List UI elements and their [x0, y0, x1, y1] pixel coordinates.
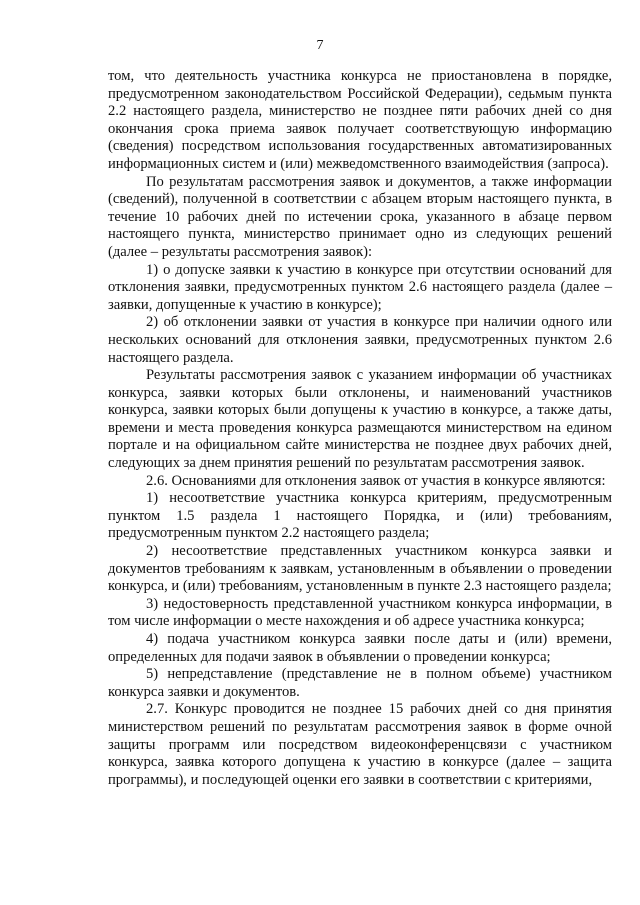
paragraph: 4) подача участником конкурса заявки после даты и (или) времени, определенных для подачи заявок в объявлении о проведении конкурса;: [108, 631, 612, 665]
page-number: 7: [316, 38, 324, 53]
paragraph: 1) несоответствие участника конкурса критериям, предусмотренным пунктом 1.5 раздела 1 настоящего Порядка, и (или) требованиям, предусмотренным пунктом 2.2 настоящего раздела;: [108, 490, 612, 542]
paragraph: том, что деятельность участника конкурса не приостановлена в порядке, предусмотренном законодательством Российской Федерации), седьмым пункта 2.2 настоящего раздела, министерство не позднее пяти рабочих дней со дня окончания срока приема заявок получает соответствующую информацию (сведения) посредством использования государственных автоматизированных информационных систем и (или) межведомственного взаимодействия (запроса).: [108, 68, 612, 172]
paragraph: 1) о допуске заявки к участию в конкурсе при отсутствии оснований для отклонения заявки, предусмотренных пунктом 2.6 настоящего раздела (далее – заявки, допущенные к участию в конкурсе);: [108, 261, 612, 313]
paragraph: 2) об отклонении заявки от участия в конкурсе при наличии одного или нескольких оснований для отклонения заявки, предусмотренных пунктом 2.6 настоящего раздела.: [108, 314, 612, 366]
paragraph: 5) непредставление (представление не в полном объеме) участником конкурса заявки и документов.: [108, 666, 612, 700]
paragraph: 3) недостоверность представленной участником конкурса информации, в том числе информации о месте нахождения и об адресе участника конкурса;: [108, 595, 612, 630]
document-body: [108, 68, 612, 789]
paragraph: 2) несоответствие представленных участником конкурса заявки и документов требованиям к заявкам, установленным в объявлении о проведении конкурса, и (или) требованиям, установленным в пункте 2.3 настоящего раздела;: [108, 543, 612, 595]
paragraph: 2.6. Основаниями для отклонения заявок от участия в конкурсе являются:: [146, 472, 606, 489]
paragraph: Результаты рассмотрения заявок с указанием информации об участниках конкурса, заявки которых были отклонены, и наименований участников конкурса, заявки которых были допущены к участию в конкурсе, а также даты, времени и места проведения конкурса размещаются министерством на едином портале и на официальном сайте министерства не позднее двух рабочих дней, следующих за днем принятия решений по результатам рассмотрения заявок.: [108, 367, 612, 472]
paragraph: 2.7. Конкурс проводится не позднее 15 рабочих дней со дня принятия министерством решений по результатам рассмотрения заявок в форме очной защиты программ или посредством видеоконференцсвязи с участником конкурса, заявка которого допущена к участию в конкурсе (далее – защита программы), и последующей оценки его заявки в соответствии с критериями,: [108, 701, 612, 788]
paragraph: По результатам рассмотрения заявок и документов, а также информации (сведений), полученной в соответствии с абзацем вторым настоящего пункта, в течение 10 рабочих дней по истечении срока, указанного в абзаце первом настоящего пункта, министерство принимает одно из следующих решений (далее – результаты рассмотрения заявок):: [108, 173, 612, 260]
